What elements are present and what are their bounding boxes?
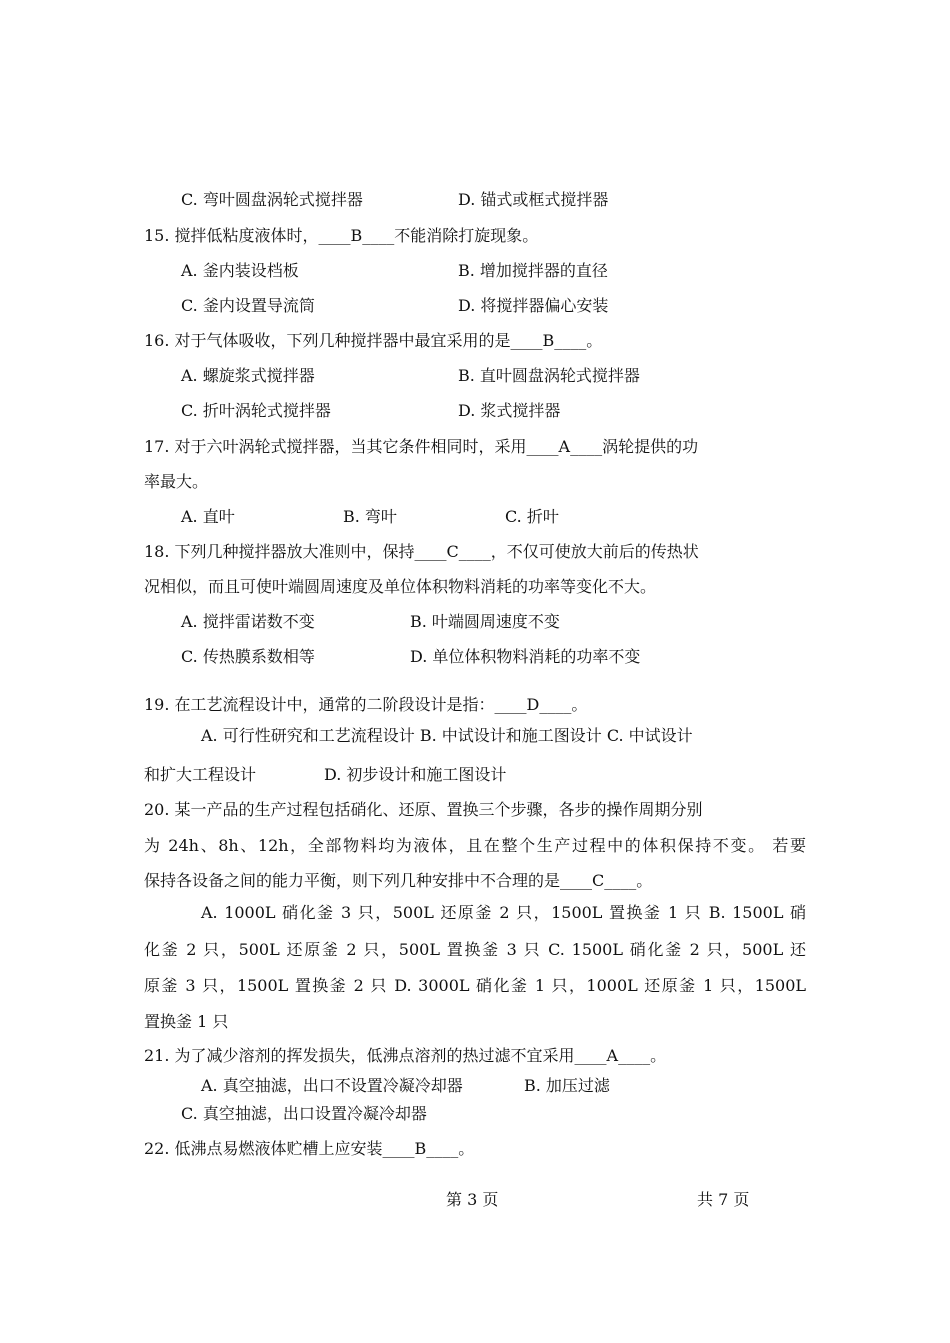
- q14-option-c: C. 弯叶圆盘涡轮式搅拌器: [181, 190, 363, 209]
- q20-stem: 20. 某一产品的生产过程包括硝化、还原、置换三个步骤，各步的操作周期分别: [144, 800, 703, 819]
- q18-stem: 18. 下列几种搅拌器放大准则中，保持____C____，不仅可使放大前后的传热状: [144, 542, 699, 561]
- q17-stem-cont: 率最大。: [144, 472, 209, 491]
- q16-option-a: A. 螺旋浆式搅拌器: [181, 366, 315, 385]
- q20-options-line1: A. 1000L 硝化釜 3 只，500L 还原釜 2 只，1500L 置换釜 1 只 B. 1500L 硝: [201, 903, 806, 922]
- q16-option-b: B. 直叶圆盘涡轮式搅拌器: [458, 366, 640, 385]
- q19-stem: 19. 在工艺流程设计中，通常的二阶段设计是指：____D____。: [144, 695, 588, 714]
- q20-stem-cont1: 为 24h、8h、12h，全部物料均为液体，且在整个生产过程中的体积保持不变。 若要: [144, 836, 806, 855]
- q22-stem: 22. 低沸点易燃液体贮槽上应安装____B____。: [144, 1139, 475, 1158]
- page-total: 共 7 页: [697, 1190, 750, 1209]
- q18-option-c: C. 传热膜系数相等: [181, 647, 315, 666]
- q21-stem: 21. 为了减少溶剂的挥发损失，低沸点溶剂的热过滤不宜采用____A____。: [144, 1046, 667, 1065]
- q16-option-d: D. 浆式搅拌器: [458, 401, 561, 420]
- q17-stem: 17. 对于六叶涡轮式搅拌器，当其它条件相同时，采用____A____涡轮提供的功: [144, 437, 699, 456]
- q15-option-c: C. 釜内设置导流筒: [181, 296, 315, 315]
- q20-options-line2: 化釜 2 只，500L 还原釜 2 只，500L 置换釜 3 只 C. 1500L 硝化釜 2 只，500L 还: [144, 940, 806, 959]
- q15-option-a: A. 釜内装设档板: [181, 261, 299, 280]
- q18-option-d: D. 单位体积物料消耗的功率不变: [410, 647, 641, 666]
- q21-option-b: B. 加压过滤: [524, 1076, 610, 1095]
- q18-option-a: A. 搅拌雷诺数不变: [181, 612, 315, 631]
- q20-stem-cont2: 保持各设备之间的能力平衡，则下列几种安排中不合理的是____C____。: [144, 871, 653, 890]
- q21-option-c: C. 真空抽滤，出口设置冷凝冷却器: [181, 1104, 427, 1123]
- page-number: 第 3 页: [446, 1190, 499, 1209]
- q16-stem: 16. 对于气体吸收，下列几种搅拌器中最宜采用的是____B____。: [144, 331, 603, 350]
- q18-option-b: B. 叶端圆周速度不变: [410, 612, 560, 631]
- q20-options-line4: 置换釜 1 只: [144, 1012, 229, 1031]
- q17-option-c: C. 折叶: [505, 507, 559, 526]
- q15-option-d: D. 将搅拌器偏心安装: [458, 296, 609, 315]
- q14-option-d: D. 锚式或框式搅拌器: [458, 190, 609, 209]
- q20-options-line3: 原釜 3 只，1500L 置换釜 2 只 D. 3000L 硝化釜 1 只，1000L 还原釜 1 只，1500L: [144, 976, 806, 995]
- q15-stem: 15. 搅拌低粘度液体时，____B____不能消除打旋现象。: [144, 226, 539, 245]
- q16-option-c: C. 折叶涡轮式搅拌器: [181, 401, 331, 420]
- q19-options-line2-a: 和扩大工程设计: [144, 765, 257, 784]
- q21-option-a: A. 真空抽滤，出口不设置冷凝冷却器: [201, 1076, 463, 1095]
- q19-options-line1: A. 可行性研究和工艺流程设计 B. 中试设计和施工图设计 C. 中试设计: [201, 726, 693, 745]
- q19-option-d: D. 初步设计和施工图设计: [324, 765, 507, 784]
- q17-option-b: B. 弯叶: [343, 507, 397, 526]
- q15-option-b: B. 增加搅拌器的直径: [458, 261, 608, 280]
- q17-option-a: A. 直叶: [181, 507, 235, 526]
- q18-stem-cont: 况相似，而且可使叶端圆周速度及单位体积物料消耗的功率等变化不大。: [144, 577, 657, 596]
